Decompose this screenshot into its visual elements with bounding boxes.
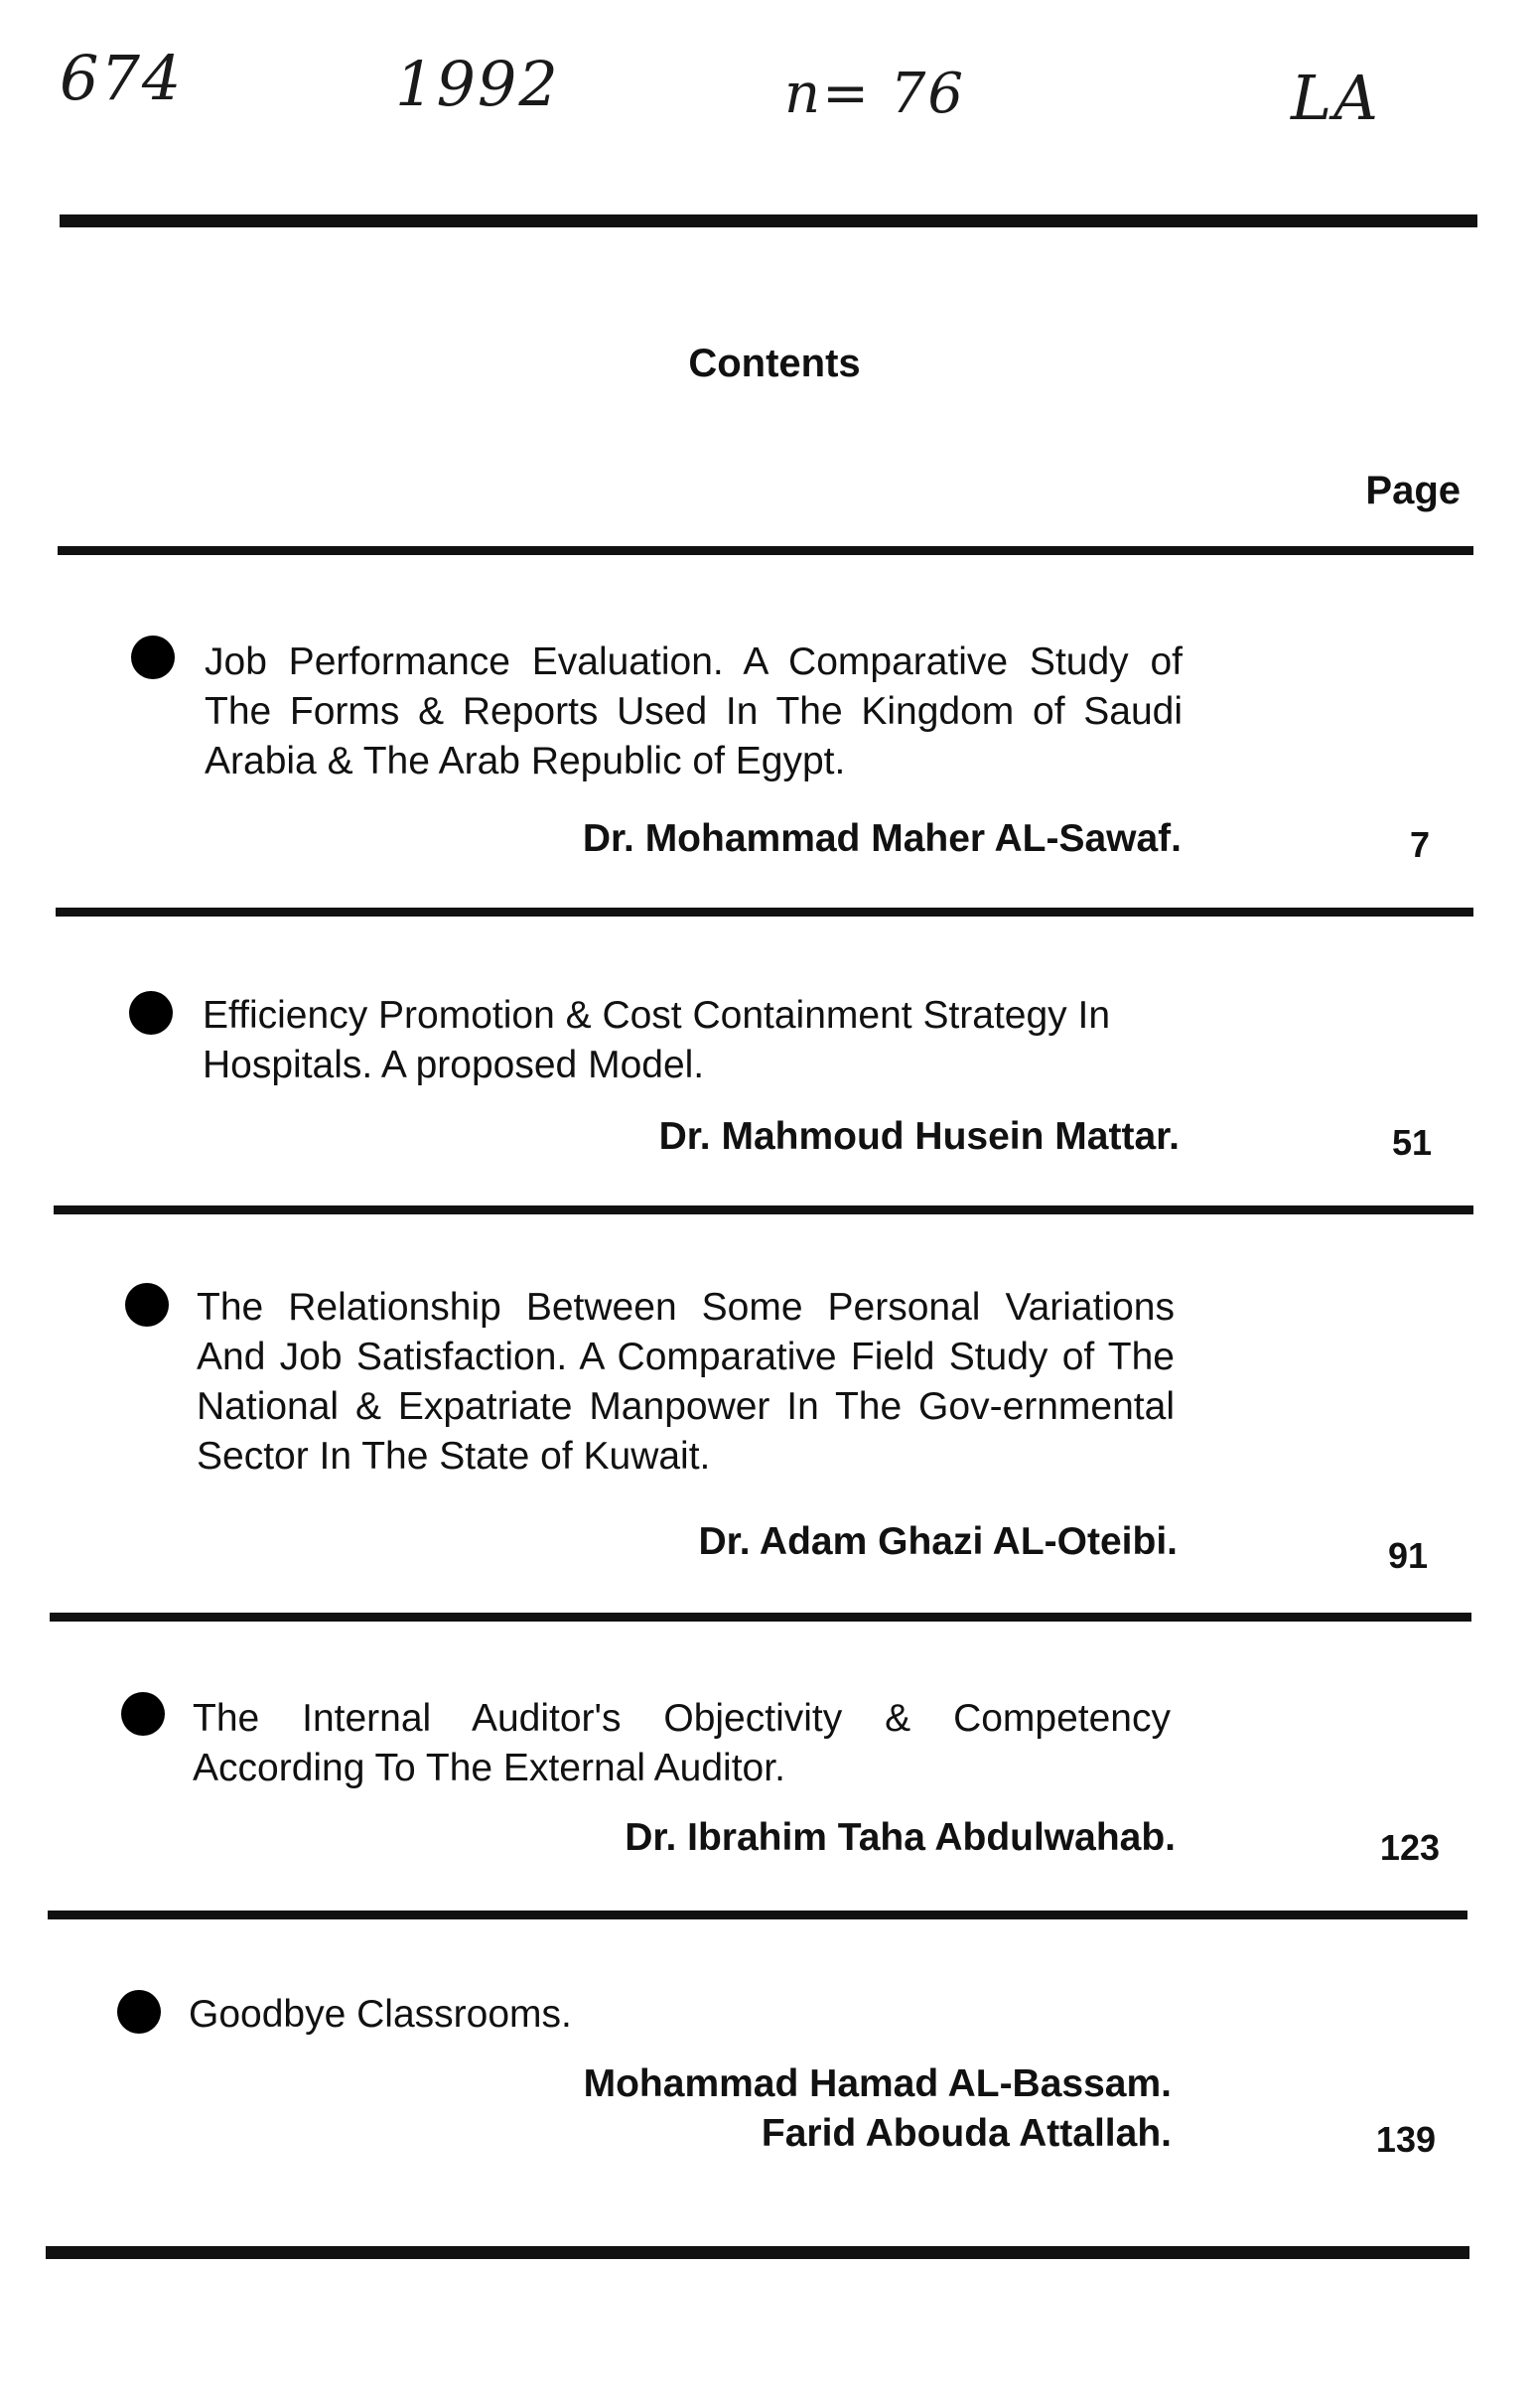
author-name: Mohammad Hamad AL-Bassam. bbox=[583, 2062, 1172, 2105]
entry-title: The Relationship Between Some Personal Variations And Job Satisfaction. A Comparative Field Study of The National & Expatriate Manpower In The Gov-ernmental Sector In The State of Kuwait. bbox=[197, 1286, 1175, 1478]
entry-page-number: 123 bbox=[1379, 1827, 1440, 1868]
bullet-icon bbox=[129, 991, 173, 1035]
entry-divider bbox=[56, 908, 1473, 917]
entry-divider bbox=[54, 1205, 1473, 1214]
bullet-icon bbox=[117, 1990, 161, 2034]
entry-author bbox=[286, 1112, 1180, 1162]
bullet-icon bbox=[131, 636, 175, 679]
entry-title: Goodbye Classrooms. bbox=[189, 1993, 572, 2036]
entry-author bbox=[282, 1813, 1176, 1863]
entry-author bbox=[278, 2059, 1172, 2159]
entry-page-number: 51 bbox=[1391, 1122, 1432, 1163]
page-column-header: Page bbox=[1365, 469, 1461, 512]
entry-title: Job Performance Evaluation. A Comparative Study of The Forms & Reports Used In The Kingdom of Saudi Arabia & The Arab Republic of Egypt. bbox=[205, 640, 1183, 782]
bullet-icon bbox=[125, 1283, 169, 1327]
contents-title: Contents bbox=[688, 342, 861, 385]
author-name: Dr. Mohammad Maher AL-Sawaf. bbox=[582, 817, 1182, 860]
author-name: Farid Abouda Attallah. bbox=[761, 2112, 1172, 2155]
header-rule bbox=[58, 546, 1473, 555]
entry-author bbox=[284, 1517, 1178, 1567]
entry-author bbox=[288, 814, 1182, 864]
entry-page-number: 91 bbox=[1387, 1535, 1428, 1576]
handwritten-code: 674 bbox=[60, 42, 184, 114]
entry-divider bbox=[50, 1613, 1471, 1622]
author-name: Dr. Adam Ghazi AL-Oteibi. bbox=[698, 1520, 1178, 1563]
entry-divider bbox=[48, 1911, 1467, 1919]
handwritten-issue: n= 76 bbox=[784, 62, 966, 126]
entry-page-number: 139 bbox=[1375, 2119, 1436, 2160]
author-name: Dr. Mahmoud Husein Mattar. bbox=[658, 1115, 1180, 1158]
bullet-icon bbox=[121, 1692, 165, 1736]
entry-page-number: 7 bbox=[1409, 824, 1430, 865]
handwritten-mark: LA bbox=[1291, 62, 1380, 134]
entry-title: Efficiency Promotion & Cost Containment Strategy In Hospitals. A proposed Model. bbox=[203, 994, 1111, 1086]
bottom-rule bbox=[46, 2246, 1469, 2259]
author-name: Dr. Ibrahim Taha Abdulwahab. bbox=[625, 1816, 1176, 1859]
handwritten-year: 1992 bbox=[395, 48, 560, 120]
entry-title: The Internal Auditor's Objectivity & Competency According To The External Auditor. bbox=[193, 1697, 1171, 1789]
top-rule bbox=[60, 214, 1477, 227]
